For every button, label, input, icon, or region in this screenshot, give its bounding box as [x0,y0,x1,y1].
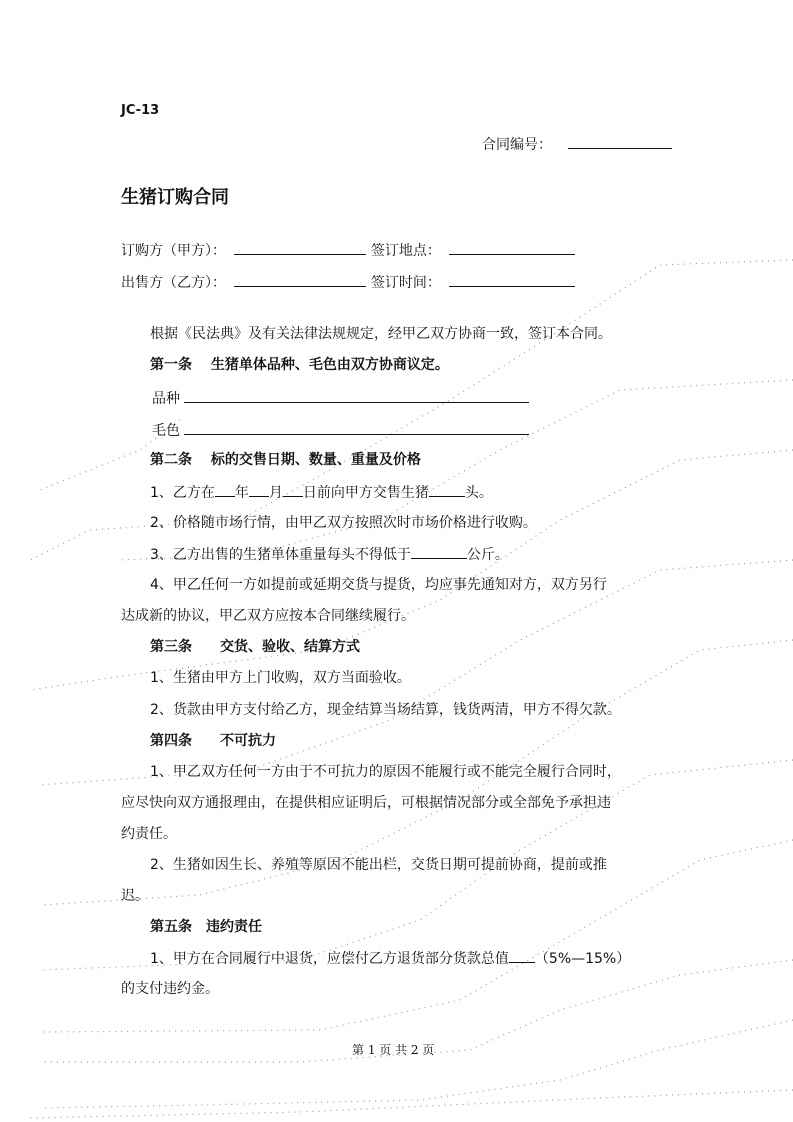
item-text: 1、甲方在合同履行中退货，应偿付乙方退货部分货款总值 [150,951,509,967]
breed-row [152,388,529,409]
article-4-item-1-line-1: 1、甲乙双方任何一方由于不可抗力的原因不能履行或不能完全履行合同时， [150,764,621,780]
breed-field[interactable] [184,388,529,403]
item-text: 1、乙方在 [150,485,215,501]
item-text: 年 [234,485,249,501]
article-2-item-3 [150,544,509,565]
article-1-title: 第一条 生猪单体品种、毛色由双方协商议定。 [150,357,449,373]
article-5-title: 第五条 违约责任 [150,919,262,935]
min-weight-field[interactable] [411,544,467,559]
article-2-item-1 [150,482,493,503]
party-a-label: 订购方（甲方）： [121,243,226,259]
sign-time-label: 签订时间： [370,275,441,291]
item-text: 3、乙方出售的生猪单体重量每头不得低于 [150,547,411,563]
item-text: 月 [268,485,283,501]
article-4-item-1-line-3: 约责任。 [121,826,177,842]
article-5-item-1-line-1 [150,948,630,969]
color-row [152,420,529,441]
document-code: JC-13 [121,103,160,118]
contract-number-row [482,134,672,155]
party-b-row [121,272,575,293]
party-a-field[interactable] [234,240,366,255]
party-a-row [121,240,575,261]
contract-number-field[interactable] [568,134,672,149]
item-text: （5%—15%） [534,951,631,967]
article-3-item-2: 2、货款由甲方支付给乙方，现金结算当场结算，钱货两清，甲方不得欠款。 [150,702,621,718]
item-text: 日前向甲方交售生猪 [302,485,429,501]
sign-time-field[interactable] [449,272,575,287]
intro-paragraph: 根据《民法典》及有关法律法规规定，经甲乙双方协商一致，签订本合同。 [150,326,612,342]
year-field[interactable] [215,482,235,497]
sign-place-label: 签订地点： [370,243,441,259]
article-5-item-1-line-2: 的支付违约金。 [121,981,219,997]
article-2-title: 第二条 标的交售日期、数量、重量及价格 [150,452,421,468]
party-b-field[interactable] [234,272,366,287]
page-title: 生猪订购合同 [121,187,229,208]
article-4-item-2-line-2: 迟。 [121,888,149,904]
article-4-item-2-line-1: 2、生猪如因生长、养殖等原因不能出栏，交货日期可提前协商，提前或推 [150,857,607,873]
month-field[interactable] [249,482,269,497]
penalty-rate-field[interactable] [509,948,535,963]
day-field[interactable] [283,482,303,497]
breed-label: 品种 [152,391,180,407]
contract-number-label: 合同编号： [482,137,552,153]
color-field[interactable] [184,420,529,435]
head-count-field[interactable] [429,482,465,497]
sign-place-field[interactable] [449,240,575,255]
article-2-item-4-line-2: 达成新的协议，甲乙双方应按本合同继续履行。 [121,608,415,624]
page-footer: 第 1 页 共 2 页 [352,1043,435,1057]
article-3-item-1: 1、生猪由甲方上门收购，双方当面验收。 [150,670,411,686]
color-label: 毛色 [152,423,180,439]
article-2-item-2: 2、价格随市场行情，由甲乙双方按照次时市场价格进行收购。 [150,515,537,531]
item-text: 头。 [464,485,493,501]
article-2-item-4-line-1: 4、甲乙任何一方如提前或延期交货与提货，均应事先通知对方，双方另行 [150,577,607,593]
item-text: 公斤。 [466,547,509,563]
article-3-title: 第三条 交货、验收、结算方式 [150,639,360,655]
article-4-title: 第四条 不可抗力 [150,733,276,749]
article-4-item-1-line-2: 应尽快向双方通报理由，在提供相应证明后，可根据情况部分或全部免予承担违 [121,795,611,811]
party-b-label: 出售方（乙方）： [121,275,226,291]
